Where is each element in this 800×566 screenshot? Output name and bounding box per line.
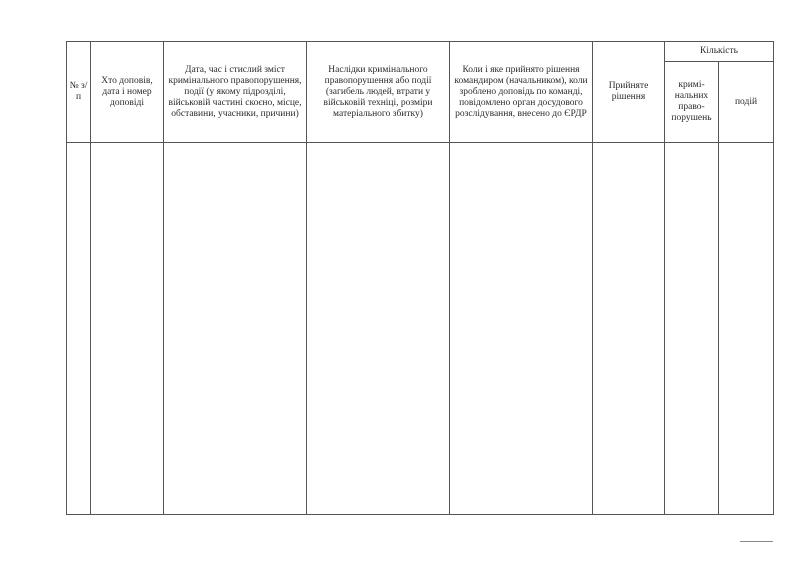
header-quantity	[665, 42, 774, 62]
header-decision-when-text: Коли і яке прийнято рішення командиром (начальником), коли зроблено доповідь по команді, повідомлено орган досудового розслідування, внесено до ЄРДР	[454, 64, 588, 119]
header-consequences-text: Наслідки кримінального правопорушення або події (загибель людей, втрати у військовій техніці, розміри матеріального збитку)	[323, 64, 433, 119]
cell-event	[164, 143, 307, 515]
footer-line	[740, 541, 773, 542]
incident-register-table	[66, 41, 774, 515]
header-quantity-events	[719, 62, 774, 143]
header-reporter-text: Хто доповів, дата і номер доповіді	[101, 75, 153, 108]
header-reporter	[91, 42, 164, 143]
header-number-text: № з/п	[69, 81, 88, 102]
header-row-1	[67, 42, 774, 62]
cell-number	[67, 143, 91, 515]
cell-decision	[593, 143, 665, 515]
cell-decision-when	[450, 143, 593, 515]
header-decision	[593, 42, 665, 143]
cell-consequences	[307, 143, 450, 515]
header-quantity-offenses-text: кримі- нальних право- порушень	[671, 80, 712, 123]
table-row	[67, 143, 774, 515]
cell-quantity-offenses	[665, 143, 719, 515]
header-decision-text: Прийняте рішення	[608, 81, 649, 102]
header-quantity-events-text: подій	[734, 96, 758, 107]
header-number	[67, 42, 91, 143]
header-quantity-text: Кількість	[700, 46, 739, 56]
header-event	[164, 42, 307, 143]
header-decision-when	[450, 42, 593, 143]
cell-quantity-events	[719, 143, 774, 515]
header-quantity-offenses	[665, 62, 719, 143]
cell-reporter	[91, 143, 164, 515]
header-consequences	[307, 42, 450, 143]
header-event-text: Дата, час і стислий зміст кримінального правопорушення, події (у якому підрозділі, військовій частині скоєно, місце, обставини, учасники, причини)	[168, 64, 302, 119]
